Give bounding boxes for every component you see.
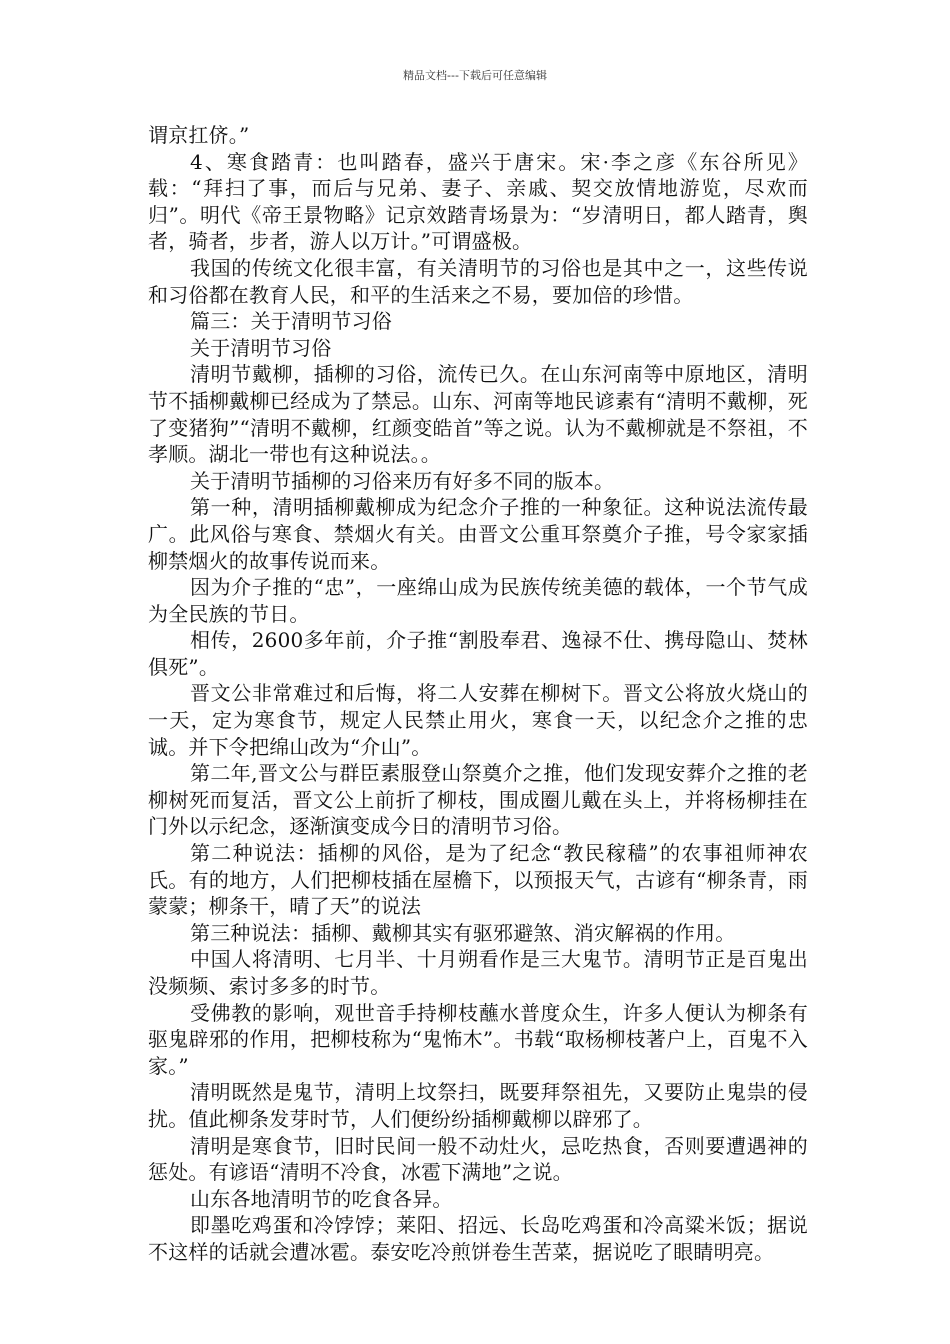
document-body <box>148 122 808 1266</box>
paragraph: 谓京扛侪。” <box>148 123 250 147</box>
paragraph: 第二年,晋文公与群臣素服登山祭奠介之推，他们发现安葬介之推的老柳树死而复活，晋文公上前折了柳枝，围成圈儿戴在头上，并将杨柳挂在门外以示纪念，逐渐演变成今日的清明节习俗。 <box>148 761 808 839</box>
paragraph: 第一种，清明插柳戴柳成为纪念介子推的一种象征。这种说法流传最广。此风俗与寒食、禁烟火有关。由晋文公重耳祭奠介子推，号令家家插柳禁烟火的故事传说而来。 <box>148 495 808 573</box>
paragraph: 山东各地清明节的吃食各异。 <box>190 1186 453 1211</box>
paragraph: 相传，2600多年前，介子推“割股奉君、逸禄不仕、携母隐山、焚林俱死”。 <box>148 628 808 679</box>
page-header: 精品文档---下载后可任意编辑 <box>403 69 547 82</box>
article-title: 关于清明节习俗 <box>190 335 332 360</box>
paragraph: 我国的传统文化很丰富，有关清明节的习俗也是其中之一，这些传说和习俗都在教育人民，和平的生活来之不易，要加倍的珍惜。 <box>148 255 808 307</box>
paragraph: 第三种说法：插柳、戴柳其实有驱邪避煞、消灾解祸的作用。 <box>190 920 736 945</box>
paragraph: 清明是寒食节，旧时民间一般不动灶火，忌吃热食，否则要遭遇神的惩处。有谚语“清明不冷食，冰雹下满地”之说。 <box>148 1133 808 1185</box>
paragraph: 清明节戴柳，插柳的习俗，流传已久。在山东河南等中原地区，清明节不插柳戴柳已经成为了禁忌。山东、河南等地民谚素有“清明不戴柳，死了变猪狗”“清明不戴柳，红颜变皓首”等之说。认为不戴柳就是不祭祖，不孝顺。湖北一带也有这种说法。。 <box>148 362 808 467</box>
paragraph: 因为介子推的“忠”，一座绵山成为民族传统美德的载体，一个节气成为全民族的节日。 <box>148 575 808 626</box>
paragraph: 晋文公非常难过和后悔，将二人安葬在柳树下。晋文公将放火烧山的一天，定为寒食节，规定人民禁止用火，寒食一天，以纪念介之推的忠诚。并下令把绵山改为“介山”。 <box>148 681 808 759</box>
paragraph: 4、寒食踏青：也叫踏春，盛兴于唐宋。宋·李之彦《东谷所见》载：“拜扫了事，而后与兄弟、妻子、亲戚、契交放情地游览，尽欢而归”。明代《帝王景物略》记京效踏青场景为：“岁清明日，都人踏青，舆者，骑者，步者，游人以万计。”可谓盛极。 <box>148 149 808 254</box>
paragraph: 中国人将清明、七月半、十月朔看作是三大鬼节。清明节正是百鬼出没频频、索讨多多的时节。 <box>148 947 808 998</box>
paragraph: 清明既然是鬼节，清明上坟祭扫，既要拜祭祖先，又要防止鬼祟的侵扰。值此柳条发芽时节，人们便纷纷插柳戴柳以辟邪了。 <box>148 1080 808 1131</box>
paragraph: 受佛教的影响，观世音手持柳枝蘸水普度众生，许多人便认为柳条有驱鬼辟邪的作用，把柳枝称为“鬼怖木”。书载“取杨柳枝著户上，百鬼不入家。” <box>148 1000 808 1078</box>
paragraph: 关于清明节插柳的习俗来历有好多不同的版本。 <box>190 468 615 493</box>
section-title: 篇三：关于清明节习俗 <box>190 309 392 334</box>
paragraph: 即墨吃鸡蛋和冷饽饽；莱阳、招远、长岛吃鸡蛋和冷高粱米饭；据说不这样的话就会遭冰雹。泰安吃冷煎饼卷生苦菜，据说吃了眼睛明亮。 <box>148 1213 808 1264</box>
paragraph: 第二种说法：插柳的风俗，是为了纪念“教民稼穑”的农事祖师神农氏。有的地方，人们把柳枝插在屋檐下，以预报天气，古谚有“柳条青，雨蒙蒙；柳条干，晴了天”的说法 <box>148 841 808 919</box>
